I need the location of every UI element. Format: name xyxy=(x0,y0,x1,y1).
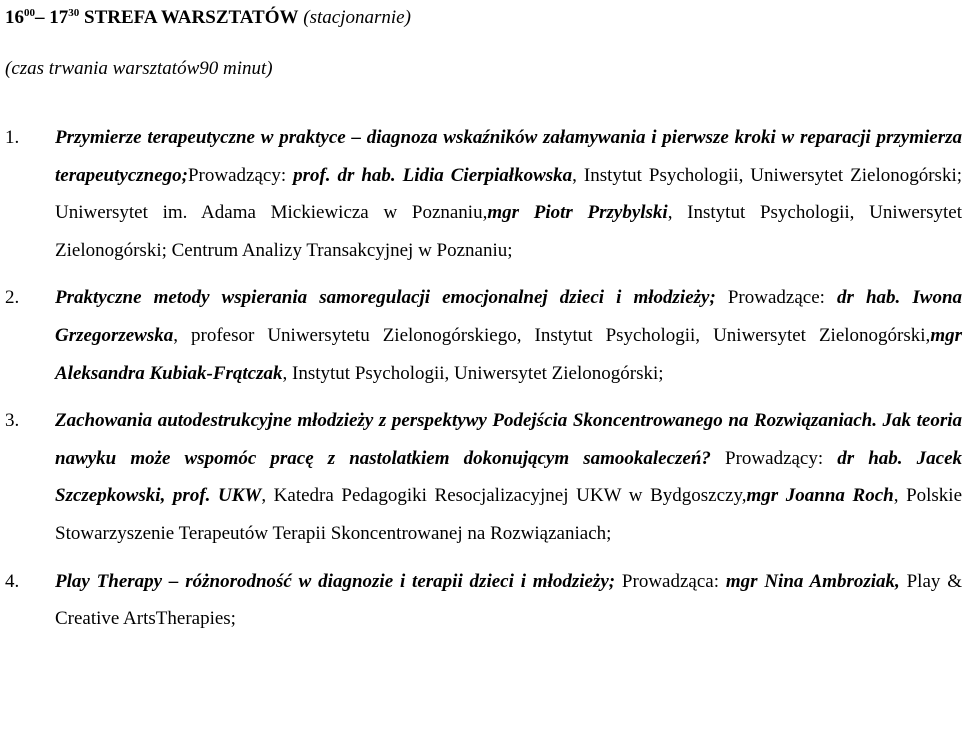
presenter-affiliation: , Instytut Psychologii, Uniwersytet Zielonogórski; Centrum Analizy Transakcyjnej w Poznaniu; xyxy=(55,202,963,261)
item-number: 3. xyxy=(5,410,20,432)
item-number: 4. xyxy=(5,570,20,592)
workshop-item xyxy=(0,563,969,638)
presenter-name: mgr Joanna Roch xyxy=(746,485,894,507)
workshop-title: Praktyczne metody wspierania samoregulacji emocjonalnej dzieci i młodzieży; xyxy=(55,287,716,309)
start-minutes: 00 xyxy=(24,7,35,19)
session-mode: (stacjonarnie) xyxy=(303,7,411,28)
presenter-name: dr hab. Jacek Szczepkowski, prof. UKW xyxy=(55,447,962,507)
presenter-affiliation: , Katedra Pedagogiki Resocjalizacyjnej UKW w Bydgoszczy, xyxy=(261,485,747,507)
presenter-affiliation: , Instytut Psychologii, Uniwersytet Zielonogórski; xyxy=(282,362,664,384)
workshop-item xyxy=(0,279,969,392)
item-number: 2. xyxy=(5,287,20,309)
duration-note: (czas trwania warsztatów90 minut) xyxy=(5,58,273,79)
workshop-item xyxy=(0,402,969,552)
presenter-name: prof. dr hab. Lidia Cierpiałkowska xyxy=(293,164,573,186)
presenter-affiliation: , Polskie Stowarzyszenie Terapeutów Terapii Skoncentrowanej na Rozwiązaniach; xyxy=(55,485,963,544)
presenter-affiliation: Play & Creative ArtsTherapies; xyxy=(55,570,962,630)
workshop-title: Przymierze terapeutyczne w praktyce – diagnoza wskaźników załamywania i pierwsze kroki w reparacji przymierza terapeutycznego; xyxy=(55,127,962,186)
workshop-title: Play Therapy – różnorodność w diagnozie i terapii dzieci i młodzieży; xyxy=(55,570,616,592)
end-minutes: 30 xyxy=(68,7,80,19)
leaders-label: Prowadząca: xyxy=(615,570,726,592)
leaders-label: Prowadzące: xyxy=(715,287,838,309)
leaders-label: Prowadzący: xyxy=(710,447,838,469)
presenter-name: mgr Nina Ambroziak, xyxy=(725,570,900,592)
leaders-label: Prowadzący: xyxy=(187,164,294,186)
presenter-affiliation: , profesor Uniwersytetu Zielonogórskiego, Instytut Psychologii, Uniwersytet Zielonogórski, xyxy=(173,324,931,346)
time-separator: – xyxy=(35,7,50,28)
workshop-item xyxy=(0,119,969,269)
presenter-name: mgr Aleksandra Kubiak-Frątczak xyxy=(55,324,962,384)
end-hour: 17 xyxy=(49,7,69,28)
session-heading xyxy=(5,6,411,30)
item-number: 1. xyxy=(5,127,20,148)
presenter-name: dr hab. Iwona Grzegorzewska xyxy=(55,287,963,346)
workshop-list xyxy=(0,119,969,648)
start-hour: 16 xyxy=(5,7,24,28)
session-title: STREFA WARSZTATÓW xyxy=(79,7,299,28)
workshop-title: Zachowania autodestrukcyjne młodzieży z perspektywy Podejścia Skoncentrowanego na Rozwiązaniach. Jak teoria nawyku może wspomóc pracę z nastolatkiem dokonującym samookaleczeń? xyxy=(55,410,962,469)
presenter-name: mgr Piotr Przybylski xyxy=(487,202,668,224)
presenter-affiliation: , Instytut Psychologii, Uniwersytet Zielonogórski; Uniwersytet im. Adama Mickiewicza w Poznaniu, xyxy=(55,164,963,224)
